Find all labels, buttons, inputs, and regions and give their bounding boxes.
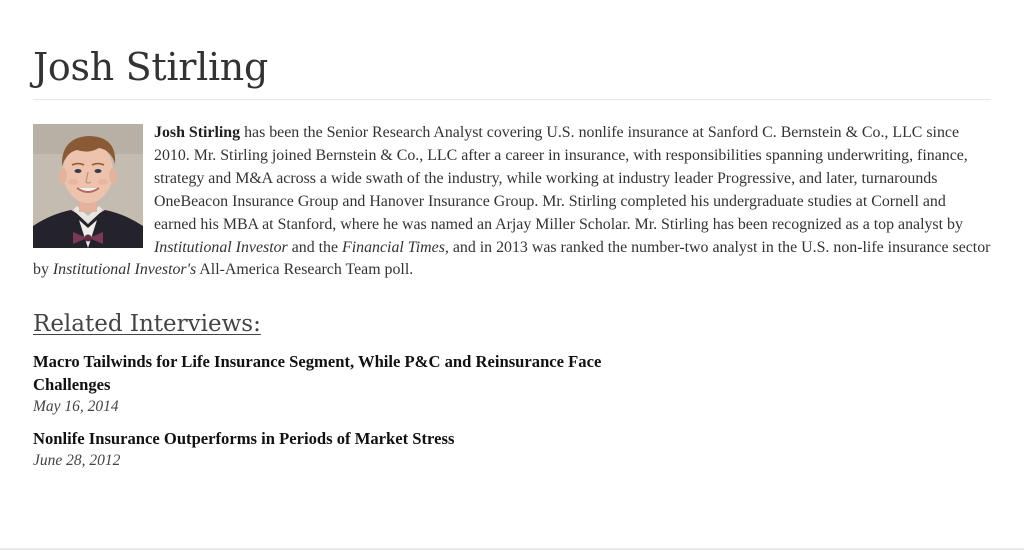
- title-divider: [33, 99, 991, 100]
- related-interviews-list: [33, 350, 991, 472]
- bio-section: [33, 122, 991, 282]
- interview-date: May 16, 2014: [33, 398, 119, 416]
- bio-text-4: All-America Research Team poll.: [196, 261, 414, 279]
- related-interviews-heading: Related Interviews:: [33, 311, 261, 338]
- interview-link[interactable]: Macro Tailwinds for Life Insurance Segment, While P&C and Reinsurance Face Challenges: [33, 352, 602, 395]
- list-item: [33, 350, 991, 418]
- bio-publication-3: Institutional Investor's: [52, 261, 197, 279]
- bio-text-3: , and in 2013 was ranked the number-two analyst in the U.S. non-life insurance sector by: [33, 238, 991, 279]
- bio-publication-1: Institutional Investor: [154, 238, 288, 256]
- list-item: [33, 427, 991, 472]
- bio-text-2: and the: [287, 238, 343, 256]
- bio-publication-2: Financial Times: [342, 238, 445, 256]
- page-title: Josh Stirling: [33, 45, 268, 89]
- profile-page: [33, 0, 991, 481]
- profile-photo: [33, 124, 143, 248]
- bio-text-1: has been the Senior Research Analyst covering U.S. nonlife insurance at Sanford C. Bernstein & Co., LLC since 2010. Mr. Stirling joined Bernstein & Co., LLC after a career in insurance, with responsibilities spanning underwriting, finance, strategy and M&A across a wide swath of the industry, while working at industry leader Progressive, and later, turnarounds OneBeacon Insurance Group and Hanover Insurance Group. Mr. Stirling completed his undergraduate studies at Cornell and earned his MBA at Stanford, where he was named an Arjay Miller Scholar. Mr. Stirling has been recognized as a top analyst by: [154, 124, 968, 233]
- bio-name: Josh Stirling: [154, 124, 241, 141]
- interview-link[interactable]: Nonlife Insurance Outperforms in Periods of Market Stress: [33, 429, 455, 449]
- interview-date: June 28, 2012: [33, 452, 121, 470]
